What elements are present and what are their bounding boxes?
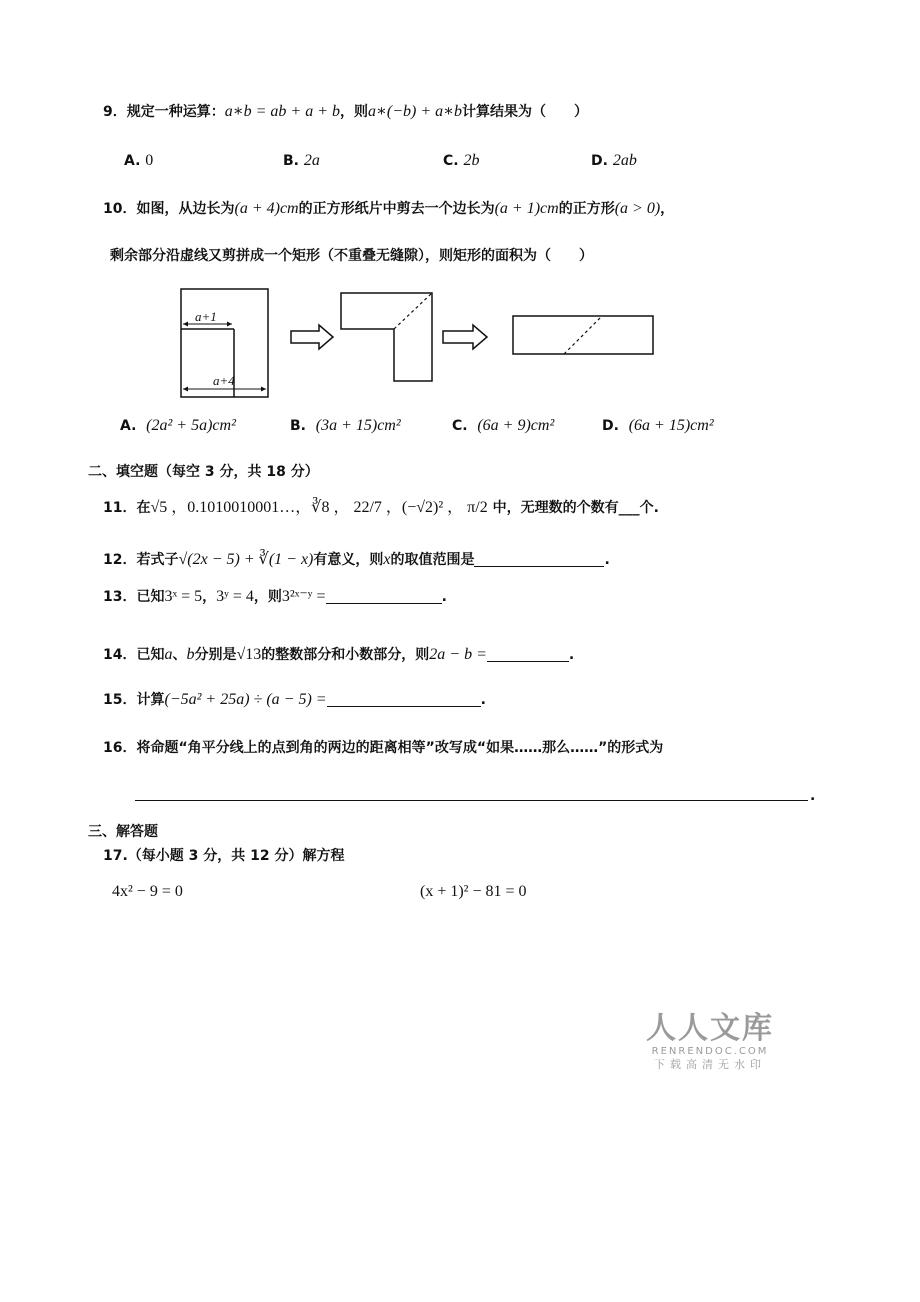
q13-condition-1: 3ˣ = 5 <box>164 588 203 605</box>
q13-answer-blank[interactable] <box>326 589 442 604</box>
q17-equation-1: 4x² − 9 = 0 <box>112 883 183 900</box>
q12-expression: √(2x − 5) + ∛(1 − x) <box>178 551 314 568</box>
q14-mid: 分别是 <box>194 647 237 663</box>
q9-suffix: 计算结果为（ ） <box>462 104 589 120</box>
q12-answer-blank[interactable] <box>474 552 604 567</box>
question-10 <box>103 199 674 219</box>
question-16: 16．将命题“角平分线上的点到角的两边的距离相等”改写成“如果……那么……”的形式为 <box>103 740 664 756</box>
q10-text-1: 10．如图，从边长为 <box>103 201 235 217</box>
q15-prefix: 15．计算 <box>103 692 165 708</box>
question-15 <box>103 690 486 710</box>
q14-var-b: b <box>186 646 195 663</box>
q10-option-c: C. (6a + 9)cm² <box>452 417 555 434</box>
q15-expression: (−5a² + 25a) ÷ (a − 5) = <box>164 691 327 708</box>
arrow-1 <box>291 325 333 349</box>
q12-mid: 有意义，则 <box>313 552 384 568</box>
q14-var-a: a <box>164 646 173 663</box>
q9-expression: a∗(−b) + a∗b <box>368 103 463 120</box>
q14-dun: 、 <box>172 647 187 663</box>
q10-option-a: A. (2a² + 5a)cm² <box>120 417 236 434</box>
question-17-title: 17.（每小题 3 分，共 12 分）解方程 <box>103 848 345 864</box>
q13-expression: 3²ˣ⁻ʸ = <box>281 588 326 605</box>
q9-option-b: B. 2a <box>283 152 320 169</box>
q10-figure <box>175 285 665 405</box>
question-9 <box>103 102 588 122</box>
q13-sep: ， <box>202 589 217 605</box>
label-a-plus-1: a+1 <box>195 309 217 324</box>
arrow-2 <box>443 325 487 349</box>
q14-expression: 2a − b = <box>429 646 487 663</box>
q9-option-d: D. 2ab <box>591 152 637 169</box>
q9-option-c: C. 2b <box>443 152 480 169</box>
l-shape <box>341 293 432 381</box>
q10-small-side: (a + 1)cm <box>494 200 559 217</box>
q9-mid: ，则 <box>340 104 369 120</box>
question-14 <box>103 645 574 665</box>
q12-prefix: 12．若式子 <box>103 552 179 568</box>
q9-option-a: A. 0 <box>124 152 154 169</box>
q13-end: . <box>441 589 447 605</box>
question-10-line-2: 剩余部分沿虚线又剪拼成一个矩形（不重叠无缝隙），则矩形的面积为（ ） <box>110 248 593 264</box>
q11-prefix: 11．在 <box>103 500 151 516</box>
q14-mid2: 的整数部分和小数部分，则 <box>261 647 430 663</box>
q10-text-4: ， <box>660 201 675 217</box>
q13-prefix: 13．已知 <box>103 589 165 605</box>
q10-text-2: 的正方形纸片中剪去一个边长为 <box>298 201 495 217</box>
q11-suffix: 中，无理数的个数有___个. <box>492 500 659 516</box>
q15-answer-blank[interactable] <box>327 692 481 707</box>
q10-text-3: 的正方形 <box>558 201 615 217</box>
rectangle-dashed <box>564 316 602 354</box>
label-a-plus-4: a+4 <box>213 373 235 388</box>
watermark <box>640 1012 780 1072</box>
q14-end: . <box>568 647 575 663</box>
q12-suffix: 的取值范围是 <box>390 552 475 568</box>
section-3-heading: 三、解答题 <box>88 824 158 840</box>
q16-answer-line[interactable] <box>135 800 808 801</box>
question-11 <box>103 498 659 518</box>
q10-option-b: B. (3a + 15)cm² <box>290 417 401 434</box>
q16-end: . <box>810 788 816 804</box>
q10-option-d: D. (6a + 15)cm² <box>602 417 714 434</box>
q9-prefix: 9．规定一种运算： <box>103 104 225 120</box>
section-2-heading: 二、填空题（每空 3 分，共 18 分） <box>88 464 319 480</box>
q14-prefix: 14．已知 <box>103 647 165 663</box>
q13-condition-2: 3ʸ = 4 <box>216 588 254 605</box>
question-12 <box>103 550 610 570</box>
watermark-slogan: 下载高清无水印 <box>654 1058 766 1071</box>
q17-equation-2: (x + 1)² − 81 = 0 <box>420 883 527 900</box>
watermark-title: 人人文库 <box>646 1011 774 1046</box>
q12-end: . <box>604 552 610 568</box>
l-shape-dashed <box>394 293 432 329</box>
q15-end: . <box>480 692 486 708</box>
question-13 <box>103 587 447 607</box>
q14-root: √13 <box>236 646 262 663</box>
q10-big-side: (a + 4)cm <box>234 200 299 217</box>
q12-var: x <box>383 551 391 568</box>
q10-condition: (a > 0) <box>614 200 661 217</box>
q13-mid: ，则 <box>253 589 282 605</box>
q11-numbers: √5 ，0.1010010001…，∛8 ， 22/7 ，(−√2)² ， π/2 <box>150 499 488 516</box>
watermark-domain: RENRENDOC.COM <box>651 1046 769 1057</box>
q9-definition: a∗b = ab + a + b <box>224 103 341 120</box>
q14-answer-blank[interactable] <box>487 647 569 662</box>
